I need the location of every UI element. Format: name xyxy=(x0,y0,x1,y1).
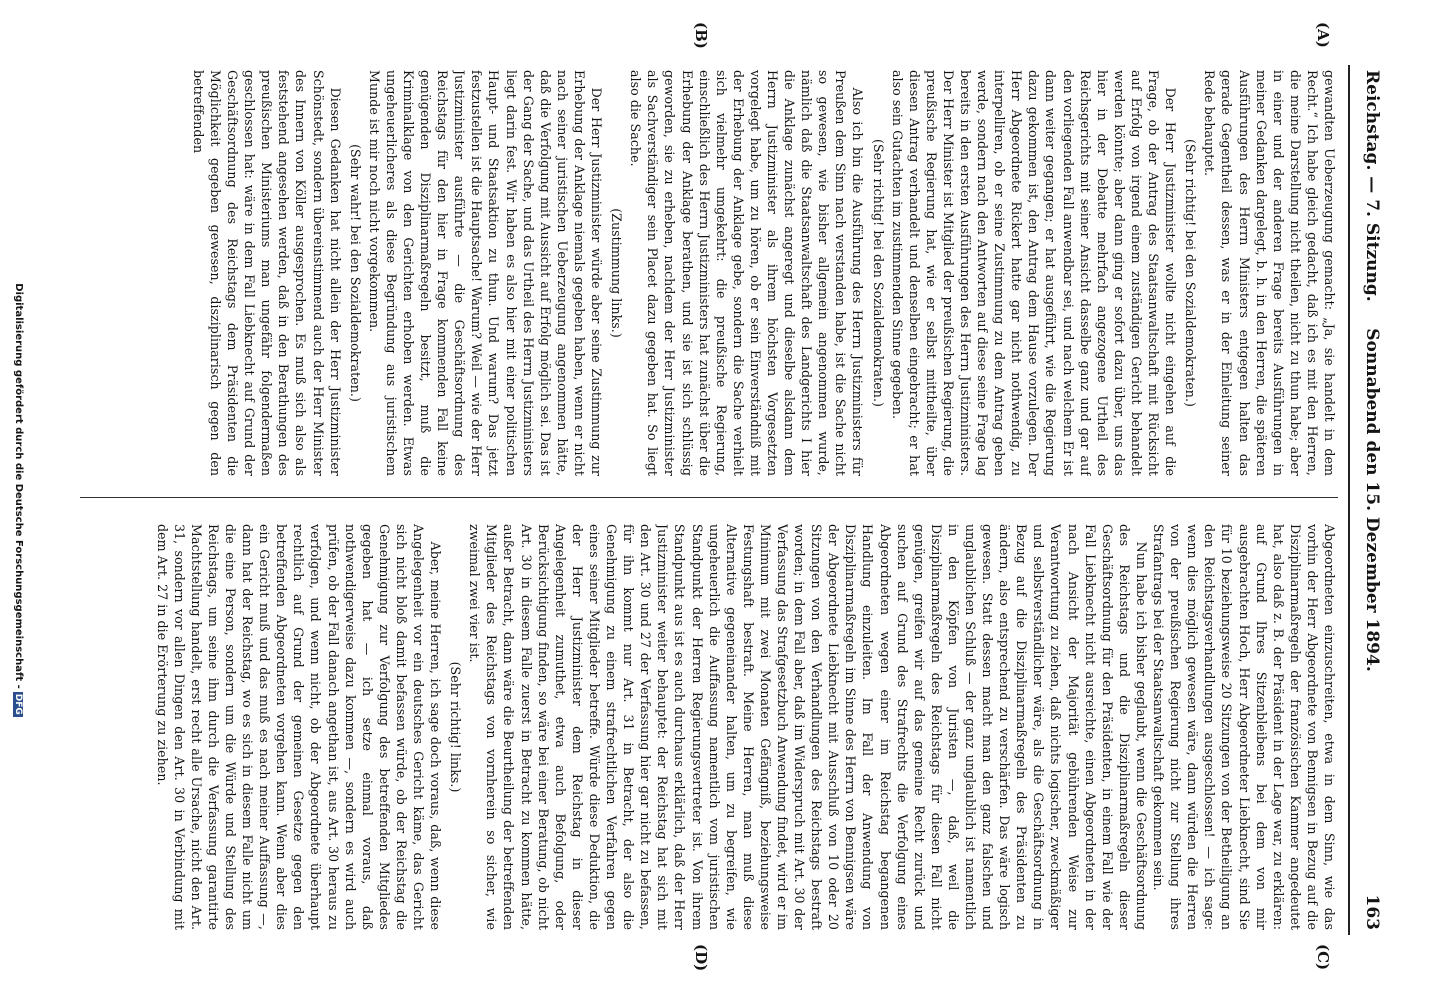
header-rule xyxy=(1348,65,1350,935)
header-date: Sonnabend den 15. Dezember 1894. xyxy=(1362,328,1382,672)
interjection: (Sehr richtig! bei den Sozialdemokraten.) xyxy=(1183,139,1199,407)
interjection: (Sehr richtig! links.) xyxy=(448,661,464,793)
page-footer xyxy=(13,120,24,880)
column-divider xyxy=(80,497,1338,498)
margin-marker-c: (C) xyxy=(1314,944,1332,971)
page-number: 163 xyxy=(1362,894,1382,930)
paragraph: Nun habe ich bisher geglaubt, wenn die Geschäftsordnung des Reichstags und die Disziplinarmaßregeln dieser Geschäftsordnung für den Präsidenten, in einem Fall wie der Fall Liebknecht nicht ausreichte, einen Abgeordneten in der nach Ansicht der Majorität gebührenden Weise zur Verantwortung zu ziehen, daß nichts logischer, zweckmäßiger und selbstverständlicher wäre, als die Geschäftsordnung in Bezug auf die Disziplinarmaßregeln des Präsidenten zu ändern, also entsprechend zu verschärfen. Das wäre logisch gewesen. Statt dessen macht man den ganz falschen und unglaublichen Schluß — der ganz unglaublich ist namentlich in den Köpfen von Juristen —, daß, weil die Disziplinarmaßregeln des Reichstags für diesen Fall nicht genügen, greifen wir auf das gemeine Recht zurück und suchen auf Grund des Strafrechts die Verfolgung eines Abgeordneten wegen einer im Reichstag begangenen Handlung einzuleiten. Im Fall der Anwendung von Disziplinarmaßregeln im Sinne des Herrn von Bennigsen wäre der Abgeordnete Liebknecht mit Ausschluß von 10 oder 20 Sitzungen von den Verhandlungen des Reichstags bestraft worden; in dem Fall aber, daß im Widerspruch mit Art. 30 der Verfassung das Strafgesetzbuch Anwendung findet, wird er im Minimum mit zwei Monaten Gefängniß, beziehungsweise Festungshaft bestraft. Meine Herren, man muß diese Alternative gegeneinander halten, um zu begreifen, wie ungeheuerlich die Auffassung namentlich vom juristischen Standpunkt der Herren Regierungsvertreter ist. Von ihrem Standpunkt aus ist es auch durchaus erklärlich, daß der Herr Justizminister weiter behauptet: der Reichstag hat sich mit den Art. 30 und 27 der Verfassung hier gar nicht zu befassen, für ihn kommt nur Art. 31 in Betracht, der also die Genehmigung zu einem strafrechtlichen Verfahren gegen eines seiner Mitglieder betreffe. Würde diese Deduktion, die der Herr Justizminister dem Reichstag in dieser Angelegenheit zumuthet, etwa auch Befolgung, oder Berücksichtigung finden, so wäre bei einer Beratung, ob nicht Art. 30 in diesem Falle zuerst in Betracht zu kommen hätte, außer Betracht, dann wäre die Beurtheilung der betreffenden Mitglieder des Reichstags von vornherein so sicher, wie zweimal zwei vier ist. xyxy=(467,524,1149,930)
paragraph: Diesen Gedanken hat nicht allein der Herr Justizminister Schönstedt, sondern übereinstimmend auch der Herr Minister des Innern von Köller ausgesprochen. Es muß sich also als feststehend angesehen werden, daß in den Berathungen des preußischen Ministeriums man ungefähr folgendermaßen geschlossen hat: wäre in dem Fall Liebknecht auf Grund der Geschäftsordnung des Reichstags dem Präsidenten die Möglichkeit gegeben gewesen, disziplinarisch gegen den betreffenden xyxy=(190,70,343,476)
margin-marker-d: (D) xyxy=(692,944,710,972)
dfg-logo: DFG xyxy=(13,693,23,715)
margin-marker-a: (A) xyxy=(1314,22,1332,48)
interjection: (Sehr richtig! bei den Sozialdemokraten.) xyxy=(870,139,886,407)
margin-marker-b: (B) xyxy=(692,22,710,49)
paragraph: Aber, meine Herren, ich sage doch voraus, daß, wenn diese Angelegenheit vor ein deutsches Gericht käme, das Gericht sich nicht bloß damit befassen würde, ob der Reichstag die Genehmigung zur Verfolgung des betreffenden Mitgliedes gegeben hat — ich setze einmal voraus, daß nothwendigerweise dazu kommen —, sondern es wird auch prüfen, ob der Fall danach angethan ist, aus Art. 30 heraus zu verfolgen, und wenn nicht, ob der Abgeordnete überhaupt rechtlich auf Grund der gemeinen Gesetze gegen den betreffenden Abgeordneten vorgehen kann. Wenn aber dies ein Gericht muß und das muß es nach meiner Auffassung —, dann hat der Reichstag, wo es sich in diesem Falle nicht um die eine Person, sondern um die Würde und Stellung des Reichstags, um seine ihm durch die Verfassung garantirte Machtstellung handelt, erst recht alle Ursache, nicht den Art. 31, sondern vor allen Dingen den Art. 30 in Verbindung mit dem Art. 27 in die Erörterung zu ziehen. xyxy=(154,524,444,930)
text-column-left xyxy=(80,70,1338,476)
interjection: (Sehr wahr! bei den Sozialdemokraten.) xyxy=(347,144,363,402)
paragraph: Der Herr Justizminister würde aber seine Zustimmung zur Erhebung der Anklage niemals gegeben haben, wenn er nicht nach seiner juristischen Ueberzeugung angenommen hätte, daß die Verfolgung mit Aussicht auf Erfolg möglich sei. Das ist der Gang der Sache, und das Urtheil des Herrn Justizministers liegt darin fest. Wir haben es also hier mit einer politischen Haupt- und Staatsaktion zu thun. Und warum? Das jetzt festzustellen ist die Hauptsache! Warum? Weil — wie der Herr Justizminister ausführte — die Geschäftsordnung des Reichstags für den hier in Frage kommenden Fall keine genügenden Disziplinarmaßregeln besitzt, muß die Kriminalklage von den Gerichten erhoben werden. Etwas ungeheuerlicheres als diese Begründung aus juristischem Munde ist mir noch nicht vorgekommen. xyxy=(366,70,605,476)
interjection: (Zustimmung links.) xyxy=(609,208,625,338)
text-column-right xyxy=(80,524,1338,930)
paragraph: Also ich bin die Ausführung des Herrn Justizministers für Preußen dem Sinn nach verstanden habe, ist die Sache nicht so gewesen, wie bisher allgemein angenommen wurde, nämlich daß die Staatsanwaltschaft des Landgerichts I hier die Anklage zunächst angeregt und dieselbe alsdann dem Herrn Justizminister als ihrem höchsten Vorgesetzten vorgelegt habe, um zu hören, ob er sein Einverständniß mit der Erhebung der Anklage gebe, sondern die Sache verhielt sich vielmehr umgekehrt: die preußische Regierung, einschließlich des Herrn Justizministers hat zunächst über die Erhebung der Anklage berathen, und sie ist sich schlüssig geworden, sie zu erheben, nachdem der Herr Justizminister als Sachverständiger sein Placet dazu gegeben hat. So liegt also die Sache. xyxy=(628,70,866,476)
header-session-title: Reichstag. — 7. Sitzung. xyxy=(1362,70,1382,302)
paragraph: Abgeordneten einzuschreiten, etwa in dem Sinn, wie das vorhin der Herr Abgeordnete von Bennigsen in Bezug auf die Disziplinarmaßregeln der französischen Kammer angedeutet hat, also daß z. B. der Präsident in der Lage war, zu erklären: auf Grund Ihres Sitzenbleibens bei dem von mir ausgebrachten Hoch, Herr Abgeordneter Liebknecht, sind Sie für 10 beziehungsweise 20 Sitzungen von der Betheiligung an den Reichstagsverhandlungen ausgeschlossen! — ich sage: wenn dies möglich gewesen wäre, dann würden die Herren von der preußischen Regierung nicht zur Stellung ihres Strafantrags bei der Staatsanwaltschaft gekommen sein. xyxy=(1151,524,1337,930)
page-header xyxy=(1356,70,1382,930)
paragraph: Der Herr Justizminister wollte nicht eingehen auf die Frage, ob der Antrag des Staatsanwaltschaft mit Rücksicht auf Erfolg von irgend einem zuständigen Gericht behandelt werden könnte; aber dann ging er sofort dazu über, uns das hier in der Debatte mehrfach angezogene Urtheil des Reichsgerichts mit seiner Ansicht dasselbe ganz und gar auf den vorliegenden Fall anwendbar sei, und nach welchem Er ist dann weiter gegangen; er hat ausgeführt, wie die Regierung dazu gekommen ist, den Antrag dem Hause vorzulegen. Der Herr Abgeordnete Rickert hatte gar nicht nothwendig, zu interpelliren, ob er seine Zustimmung zu dem Antrag geben werde, sondern nach den Antworten auf diese seine Frage lag bereits in den ersten Ausführungen des Herrn Justizministers. Der Herr Minister ist Mitglied der preußischen Regierung, die preußische Regierung hat, wie er selbst mittheilte, über diesen Antrag verhandelt und denselben eingebracht; er hat also sein Gutachten im zustimmenden Sinne gegeben. xyxy=(889,70,1179,476)
paragraph: gewandten Ueberzeugung gemacht: „Ja, sie handelt in dem Recht.“ Ich habe gleich gedacht, daß ich es mit den Herren, die meine Darstellung nicht theilen, nicht zu thun habe; aber in einer und der anderen Frage bereits Ausführungen in meiner Gedanken dargelegt, b. h. in den Herren, die späteren Ausführungen des Herrn Ministers entgegen halten das gerade Gegentheil dessen, was er in der Einleitung seiner Rede behauptet. xyxy=(1202,70,1337,476)
footer-credit: Digitalisierung gefördert durch die Deutsche Forschungsgemeinschaft - xyxy=(13,283,24,689)
